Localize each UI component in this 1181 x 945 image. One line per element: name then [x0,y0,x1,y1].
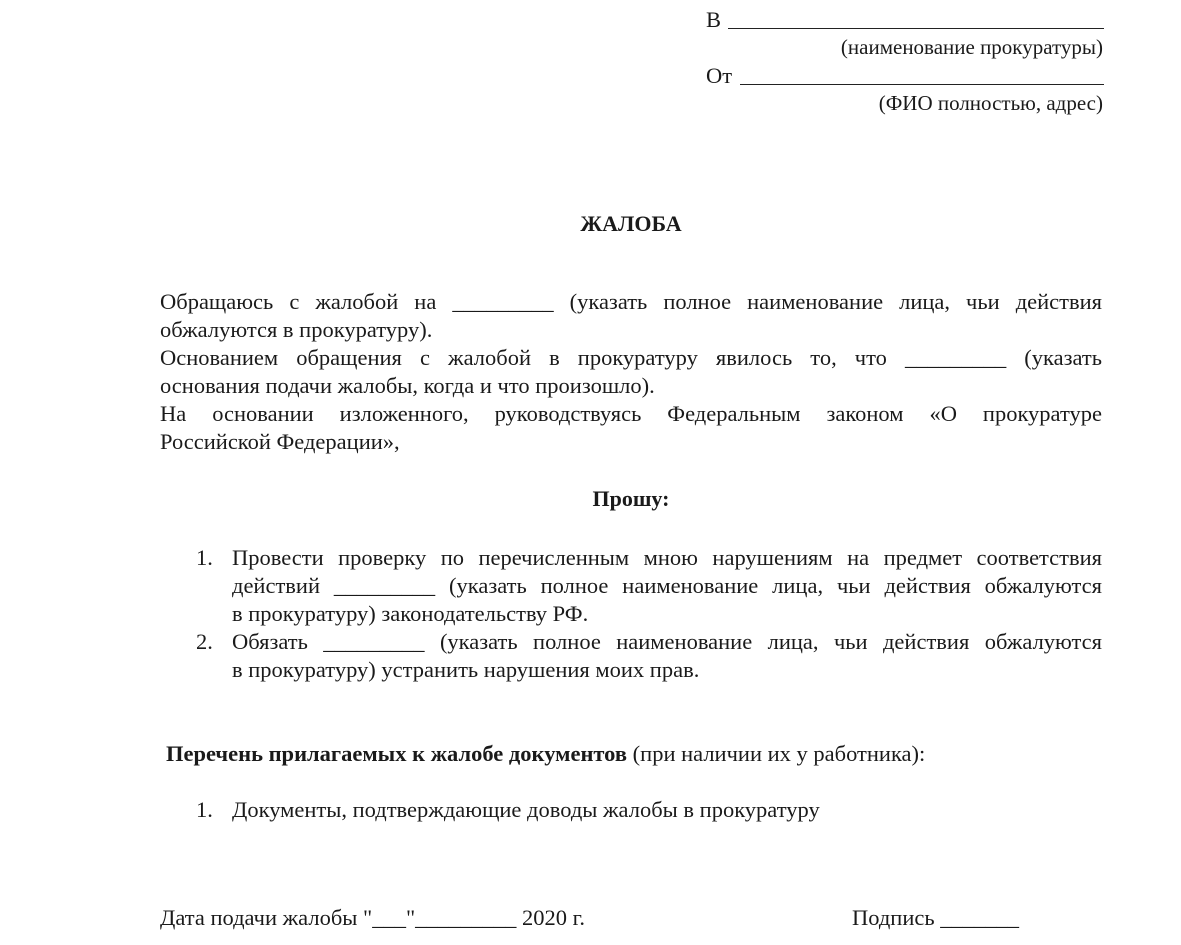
to-caption: (наименование прокуратуры) [840,35,1103,59]
paragraph-1-line-1: Обращаюсь с жалобой на _________ (указать полное наименование лица, чьи действия [160,289,1102,314]
request-1-number: 1. [196,545,213,570]
attachments-heading [166,740,925,768]
document-title: ЖАЛОБА [580,211,682,236]
request-2-number: 2. [196,629,213,654]
filing-date: Дата подачи жалобы "___"_________ 2020 г. [160,905,585,930]
from-caption: (ФИО полностью, адрес) [878,91,1103,115]
paragraph-1-line-2: обжалуются в прокуратуру). [160,317,433,342]
request-1-line-2: действий _________ (указать полное наименование лица, чьи действия обжалуются [232,573,1102,598]
paragraph-2-line-1: Основанием обращения с жалобой в прокуратуру явилось то, что _________ (указать [160,345,1102,370]
request-1-line-1: Провести проверку по перечисленным мною нарушениям на предмет соответствия [232,545,1102,570]
paragraph-3-line-2: Российской Федерации», [160,429,400,454]
from-fill-line [740,84,1104,85]
request-2-line-1: Обязать _________ (указать полное наименование лица, чьи действия обжалуются [232,629,1102,654]
to-prefix: В [706,7,722,32]
request-heading: Прошу: [592,486,670,511]
signature: Подпись _______ [852,905,1020,930]
from-prefix: От [706,63,733,88]
attachments-heading-note: (при наличии их у работника): [627,741,926,766]
request-1-line-3: в прокуратуру) законодательству РФ. [232,601,589,626]
paragraph-2-line-2: основания подачи жалобы, когда и что произошло). [160,373,655,398]
attachment-1-text: Документы, подтверждающие доводы жалобы в прокуратуру [232,797,820,822]
to-fill-line [728,28,1104,29]
request-2-line-2: в прокуратуру) устранить нарушения моих прав. [232,657,700,682]
attachment-1-number: 1. [196,797,213,822]
attachments-heading-bold: Перечень прилагаемых к жалобе документов [166,741,628,766]
paragraph-3-line-1: На основании изложенного, руководствуясь Федеральным законом «О прокуратуре [160,401,1102,426]
